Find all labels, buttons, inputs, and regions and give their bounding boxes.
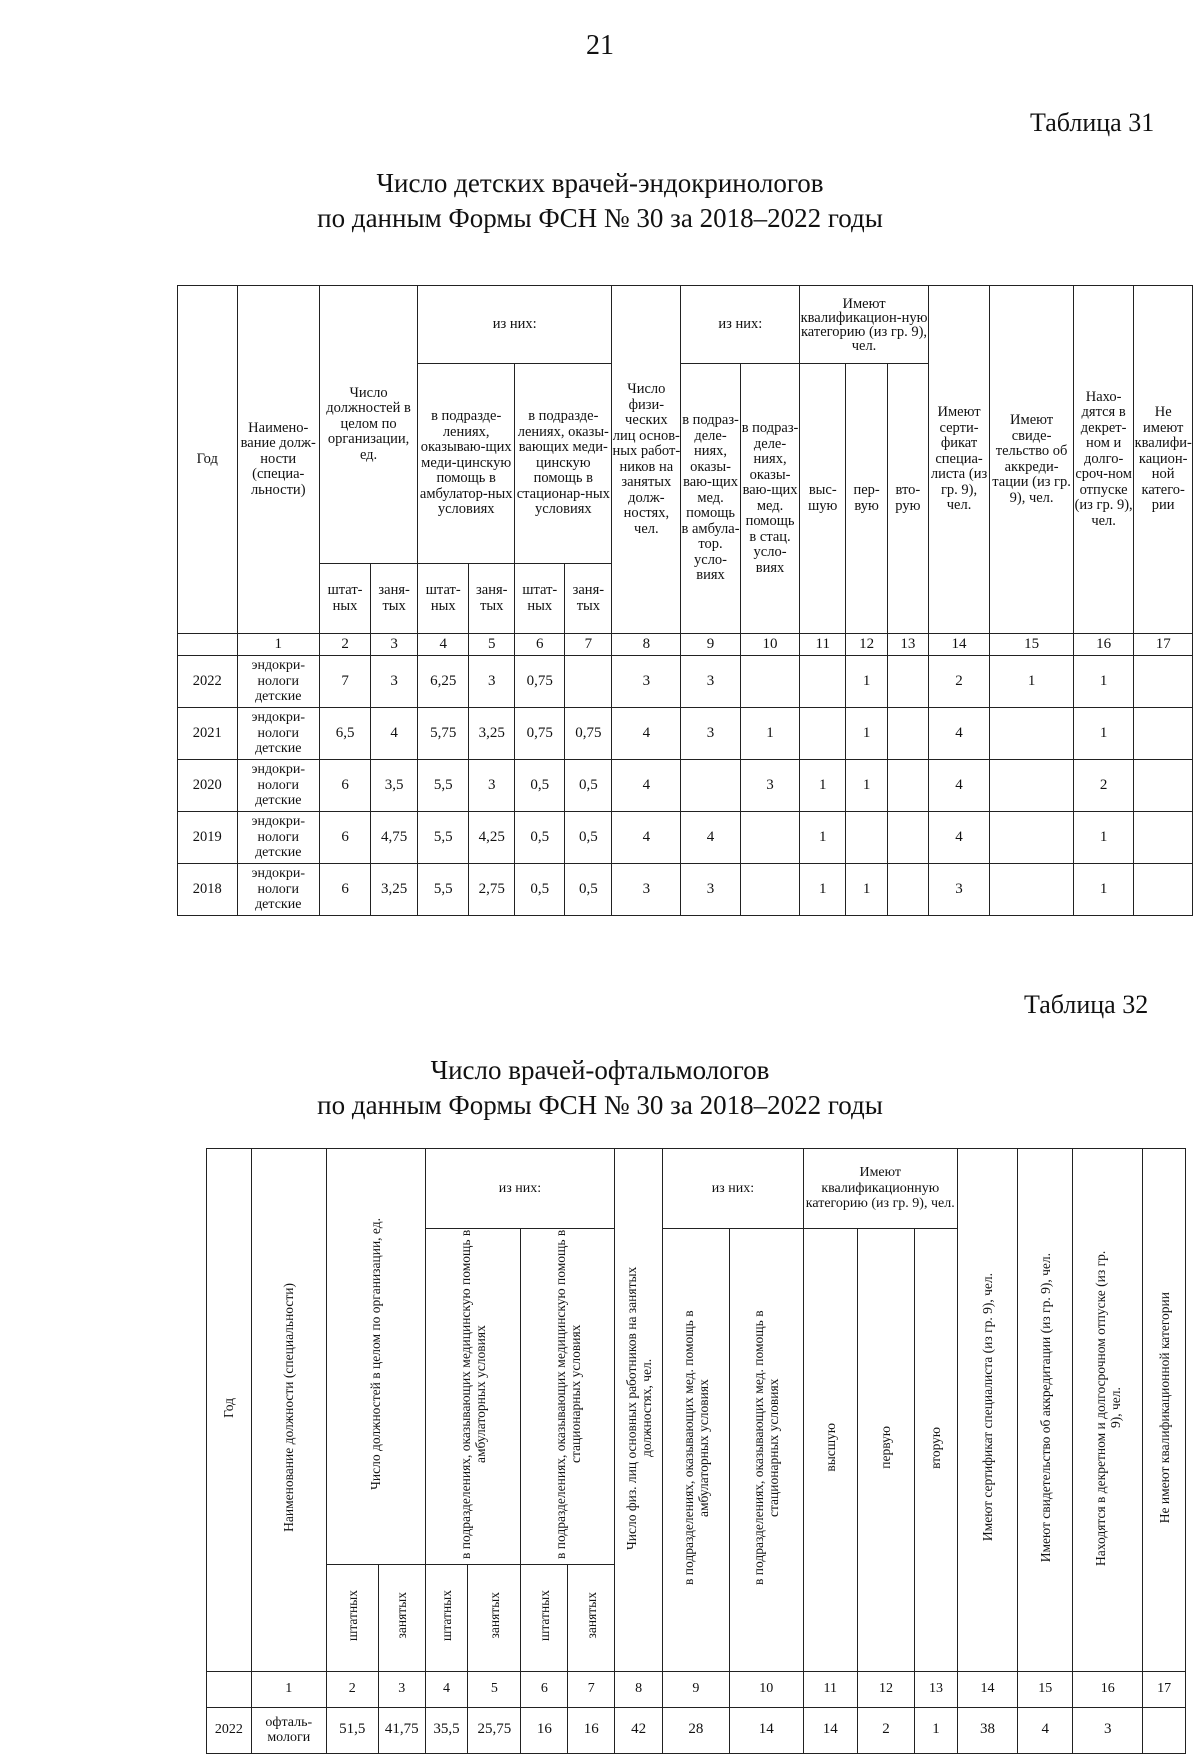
value-cell: 14 <box>803 1707 857 1753</box>
hdr-staff: штат-ных <box>515 564 565 634</box>
col-number: 8 <box>615 1671 663 1707</box>
hdr-accreditation: Имеют свиде-тельство об аккреди-тации (из гр. 9), чел. <box>990 286 1074 634</box>
value-cell <box>1143 1707 1186 1753</box>
position-cell: эндокри-нологи детские <box>237 812 319 864</box>
value-cell <box>1134 760 1193 812</box>
value-cell: 1 <box>1073 812 1134 864</box>
value-cell: 0,5 <box>565 760 612 812</box>
value-cell: 3 <box>371 656 418 708</box>
col-number: 13 <box>915 1671 958 1707</box>
value-cell: 1 <box>846 864 888 916</box>
hdr-total-positions: Число должностей в целом по организации, ед. <box>326 1149 425 1565</box>
value-cell: 1 <box>800 760 846 812</box>
col-number: 17 <box>1143 1671 1186 1707</box>
value-cell: 1 <box>846 760 888 812</box>
value-cell: 4 <box>681 812 741 864</box>
col-number: 11 <box>803 1671 857 1707</box>
hdr-stationary: в подразде-лениях, оказы-вающих меди-цинскую помощь в стационар-ных условиях <box>515 364 612 564</box>
value-cell: 0,75 <box>515 656 565 708</box>
col-number: 14 <box>928 634 990 656</box>
value-cell: 0,75 <box>565 708 612 760</box>
hdr-staff: штат-ных <box>319 564 370 634</box>
value-cell <box>887 864 928 916</box>
hdr-physical-persons: Число физ. лиц основных работников на занятых должностях, чел. <box>615 1149 663 1672</box>
value-cell: 3 <box>740 760 800 812</box>
hdr-position: Наимено-вание долж-ности (специа-льности) <box>237 286 319 634</box>
value-cell: 25,75 <box>468 1707 521 1753</box>
year-cell: 2022 <box>178 656 238 708</box>
hdr-of-them-2: из них: <box>663 1149 804 1229</box>
hdr-ambulatory: в подразде-лениях, оказываю-щих меди-цинскую помощь в амбулатор-ных условиях <box>418 364 515 564</box>
value-cell: 41,75 <box>378 1707 425 1753</box>
value-cell: 4 <box>1018 1707 1073 1753</box>
hdr-occupied: заня-тых <box>371 564 418 634</box>
table-31-title-line1: Число детских врачей-эндокринологов <box>376 168 824 198</box>
table-row <box>178 708 1193 760</box>
value-cell: 3 <box>681 708 741 760</box>
value-cell: 7 <box>319 656 370 708</box>
value-cell <box>887 656 928 708</box>
value-cell: 3,25 <box>371 864 418 916</box>
col-number: 2 <box>319 634 370 656</box>
col-number: 7 <box>568 1671 615 1707</box>
value-cell: 3 <box>469 760 515 812</box>
hdr-second: вто-рую <box>887 364 928 634</box>
value-cell: 2 <box>1073 760 1134 812</box>
position-cell: эндокри-нологи детские <box>237 864 319 916</box>
value-cell: 4 <box>928 760 990 812</box>
value-cell: 4 <box>928 708 990 760</box>
col-number: 4 <box>425 1671 468 1707</box>
value-cell <box>565 656 612 708</box>
value-cell: 0,5 <box>565 864 612 916</box>
value-cell: 0,75 <box>515 708 565 760</box>
value-cell: 4,25 <box>469 812 515 864</box>
hdr-certificate: Имеют сертификат специалиста (из гр. 9), чел. <box>957 1149 1017 1672</box>
value-cell: 1 <box>1073 708 1134 760</box>
hdr-leave: Находятся в декретном и долгосрочном отпуске (из гр. 9), чел. <box>1073 1149 1143 1672</box>
value-cell <box>887 708 928 760</box>
value-cell: 3 <box>469 656 515 708</box>
col-number: 5 <box>469 634 515 656</box>
hdr-stationary: в подразделениях, оказывающих медицинскую помощь в стационарных условиях <box>521 1229 615 1565</box>
value-cell: 4,75 <box>371 812 418 864</box>
hdr-leave: Нахо-дятся в декрет-ном и долго-сроч-ном отпуске (из гр. 9), чел. <box>1073 286 1134 634</box>
value-cell: 3 <box>681 656 741 708</box>
value-cell <box>990 760 1074 812</box>
value-cell <box>740 812 800 864</box>
hdr-phys-ambulatory: в подразделениях, оказывающих мед. помощь в амбулаторных условиях <box>663 1229 730 1672</box>
col-number: 3 <box>378 1671 425 1707</box>
hdr-accreditation: Имеют свидетельство об аккредитации (из гр. 9), чел. <box>1018 1149 1073 1672</box>
value-cell <box>800 708 846 760</box>
hdr-staff: штат-ных <box>418 564 469 634</box>
hdr-year: Год <box>207 1149 252 1672</box>
value-cell: 3 <box>612 656 681 708</box>
hdr-phys-ambulatory: в подраз-деле-ниях, оказы-ваю-щих мед. помощь в амбула-тор. усло-виях <box>681 364 741 634</box>
value-cell: 3 <box>1073 1707 1143 1753</box>
hdr-occupied: занятых <box>568 1564 615 1671</box>
hdr-total-positions: Число должностей в целом по организации, ед. <box>319 286 417 564</box>
table-row <box>178 812 1193 864</box>
col-number: 15 <box>1018 1671 1073 1707</box>
year-cell: 2019 <box>178 812 238 864</box>
table-32-title-line2: по данным Формы ФСН № 30 за 2018–2022 годы <box>317 1090 883 1120</box>
col-number: 10 <box>740 634 800 656</box>
col-number: 16 <box>1073 1671 1143 1707</box>
value-cell: 4 <box>612 760 681 812</box>
position-cell: офталь-мологи <box>251 1707 326 1753</box>
hdr-physical-persons: Число физи-ческих лиц основ-ных работ-ников на занятых долж-ностях, чел. <box>612 286 681 634</box>
table-31-label: Таблица 31 <box>1030 108 1155 137</box>
value-cell: 0,5 <box>515 812 565 864</box>
col-number: 7 <box>565 634 612 656</box>
value-cell: 38 <box>957 1707 1017 1753</box>
col-number: 16 <box>1073 634 1134 656</box>
col-number: 8 <box>612 634 681 656</box>
position-cell: эндокри-нологи детские <box>237 708 319 760</box>
value-cell: 1 <box>846 656 888 708</box>
hdr-of-them-2: из них: <box>681 286 800 364</box>
year-cell: 2022 <box>207 1707 252 1753</box>
value-cell <box>740 656 800 708</box>
hdr-phys-stationary: в подраз-деле-ниях, оказы-ваю-щих мед. помощь в стац. усло-виях <box>740 364 800 634</box>
table-31-title-line2: по данным Формы ФСН № 30 за 2018–2022 годы <box>317 203 883 233</box>
col-number: 9 <box>663 1671 730 1707</box>
value-cell <box>990 708 1074 760</box>
col-number: 2 <box>326 1671 378 1707</box>
col-number: 11 <box>800 634 846 656</box>
value-cell <box>1134 708 1193 760</box>
value-cell: 2 <box>857 1707 914 1753</box>
hdr-first: пер-вую <box>846 364 888 634</box>
value-cell <box>846 812 888 864</box>
value-cell: 1 <box>800 812 846 864</box>
hdr-highest: высшую <box>803 1229 857 1672</box>
value-cell: 0,5 <box>515 760 565 812</box>
hdr-qualification: Имеют квалификационную категорию (из гр. 9), чел. <box>803 1149 957 1229</box>
col-number: 17 <box>1134 634 1193 656</box>
value-cell: 1 <box>1073 864 1134 916</box>
table-32 <box>206 1148 1186 1754</box>
value-cell: 28 <box>663 1707 730 1753</box>
value-cell: 5,5 <box>418 864 469 916</box>
value-cell: 3 <box>928 864 990 916</box>
column-numbers-row <box>207 1671 1186 1707</box>
col-number: 1 <box>237 634 319 656</box>
value-cell: 14 <box>729 1707 803 1753</box>
value-cell: 4 <box>371 708 418 760</box>
value-cell: 4 <box>928 812 990 864</box>
value-cell: 3,25 <box>469 708 515 760</box>
hdr-occupied: заня-тых <box>469 564 515 634</box>
value-cell: 6,25 <box>418 656 469 708</box>
value-cell: 1 <box>1073 656 1134 708</box>
value-cell: 5,5 <box>418 760 469 812</box>
value-cell <box>1134 812 1193 864</box>
hdr-year: Год <box>178 286 238 634</box>
hdr-phys-stationary: в подразделениях, оказывающих мед. помощь в стационарных условиях <box>729 1229 803 1672</box>
table-row <box>178 864 1193 916</box>
col-number: 14 <box>957 1671 1017 1707</box>
hdr-position: Наименование должности (специальности) <box>251 1149 326 1672</box>
value-cell: 6,5 <box>319 708 370 760</box>
value-cell: 5,5 <box>418 812 469 864</box>
value-cell: 1 <box>740 708 800 760</box>
value-cell <box>681 760 741 812</box>
position-cell: эндокри-нологи детские <box>237 760 319 812</box>
hdr-staff: штатных <box>425 1564 468 1671</box>
value-cell: 0,5 <box>515 864 565 916</box>
col-number: 15 <box>990 634 1074 656</box>
hdr-certificate: Имеют серти-фикат специа-листа (из гр. 9), чел. <box>928 286 990 634</box>
value-cell: 2 <box>928 656 990 708</box>
hdr-no-qualification: Не имеют квалифи-кацион-ной катего-рии <box>1134 286 1193 634</box>
value-cell: 3,5 <box>371 760 418 812</box>
col-number: 1 <box>251 1671 326 1707</box>
hdr-ambulatory: в подразделениях, оказывающих медицинскую помощь в амбулаторных условиях <box>425 1229 521 1565</box>
value-cell: 42 <box>615 1707 663 1753</box>
table-32-label: Таблица 32 <box>1024 990 1149 1019</box>
value-cell: 1 <box>990 656 1074 708</box>
col-number: 6 <box>515 634 565 656</box>
hdr-no-qualification: Не имеют квалификационной категории <box>1143 1149 1186 1672</box>
value-cell: 3 <box>681 864 741 916</box>
col-number: 12 <box>857 1671 914 1707</box>
column-numbers-row <box>178 634 1193 656</box>
value-cell: 1 <box>846 708 888 760</box>
col-number: 9 <box>681 634 741 656</box>
value-cell <box>887 812 928 864</box>
col-number: 13 <box>887 634 928 656</box>
year-cell: 2018 <box>178 864 238 916</box>
year-cell: 2020 <box>178 760 238 812</box>
hdr-occupied: занятых <box>468 1564 521 1671</box>
value-cell <box>990 812 1074 864</box>
value-cell: 6 <box>319 760 370 812</box>
value-cell: 16 <box>568 1707 615 1753</box>
hdr-occupied: занятых <box>378 1564 425 1671</box>
value-cell: 1 <box>800 864 846 916</box>
hdr-of-them: из них: <box>418 286 612 364</box>
hdr-first: первую <box>857 1229 914 1672</box>
hdr-staff: штатных <box>521 1564 568 1671</box>
value-cell <box>1134 864 1193 916</box>
value-cell <box>800 656 846 708</box>
value-cell <box>1134 656 1193 708</box>
hdr-qualification: Имеют квалификацион-ную категорию (из гр. 9), чел. <box>800 286 928 364</box>
col-number: 5 <box>468 1671 521 1707</box>
year-cell: 2021 <box>178 708 238 760</box>
value-cell: 1 <box>915 1707 958 1753</box>
table-32-title-line1: Число врачей-офтальмологов <box>430 1055 770 1085</box>
hdr-staff: штатных <box>326 1564 378 1671</box>
col-number: 3 <box>371 634 418 656</box>
value-cell: 4 <box>612 708 681 760</box>
value-cell: 35,5 <box>425 1707 468 1753</box>
value-cell: 51,5 <box>326 1707 378 1753</box>
value-cell: 2,75 <box>469 864 515 916</box>
hdr-of-them: из них: <box>425 1149 615 1229</box>
value-cell <box>990 864 1074 916</box>
table-row <box>178 760 1193 812</box>
value-cell: 6 <box>319 812 370 864</box>
col-number: 12 <box>846 634 888 656</box>
table-row <box>178 656 1193 708</box>
value-cell: 16 <box>521 1707 568 1753</box>
value-cell: 0,5 <box>565 812 612 864</box>
table-31 <box>177 285 1193 916</box>
table-row <box>207 1707 1186 1753</box>
col-number: 6 <box>521 1671 568 1707</box>
value-cell: 5,75 <box>418 708 469 760</box>
hdr-highest: выс-шую <box>800 364 846 634</box>
value-cell <box>740 864 800 916</box>
col-number: 4 <box>418 634 469 656</box>
position-cell: эндокри-нологи детские <box>237 656 319 708</box>
hdr-occupied: заня-тых <box>565 564 612 634</box>
page-number: 21 <box>586 30 614 61</box>
hdr-second: вторую <box>915 1229 958 1672</box>
value-cell: 6 <box>319 864 370 916</box>
value-cell <box>887 760 928 812</box>
value-cell: 4 <box>612 812 681 864</box>
value-cell: 3 <box>612 864 681 916</box>
col-number: 10 <box>729 1671 803 1707</box>
